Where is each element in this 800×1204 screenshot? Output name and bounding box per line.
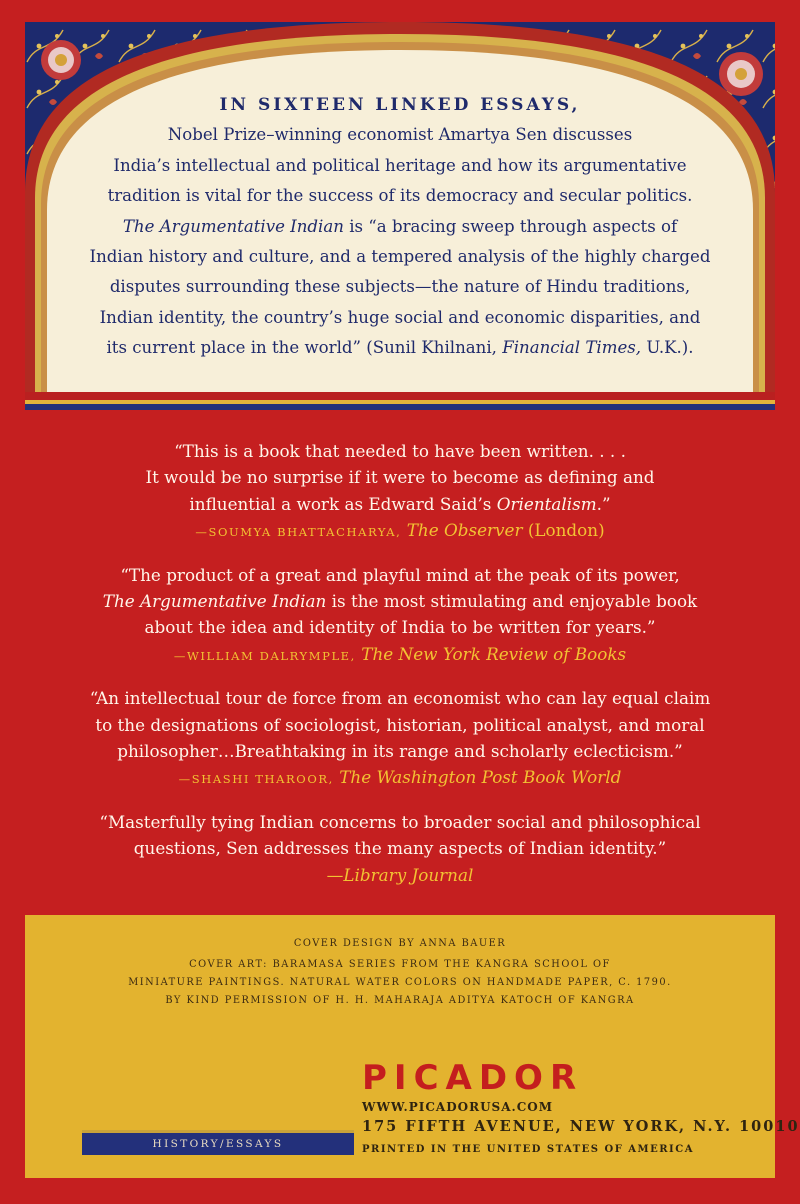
synopsis-line: Nobel Prize–winning economist Amartya Sen discusses xyxy=(167,125,633,145)
cover-art-credit: BY KIND PERMISSION OF H. H. MAHARAJA ADITYA KATOCH OF KANGRA xyxy=(165,995,635,1006)
quote-attribution: —SOUMYA BHATTACHARYA, The Observer (London) xyxy=(195,520,605,541)
cover-art-credit: MINIATURE PAINTINGS. NATURAL WATER COLORS ON HANDMADE PAPER, C. 1790. xyxy=(128,977,672,988)
quote-attribution: —Library Journal xyxy=(326,864,474,885)
publisher-logo: PICADOR xyxy=(362,1058,584,1098)
review-quote: “The product of a great and playful mind at the peak of its power, The Argumentative Indian is the most stimulating and enjoyable book about the idea and identity of India to be written for years.” —WILLIAM DALRYMPLE, The New York Review of Books xyxy=(40,562,760,670)
synopsis xyxy=(50,90,750,364)
synopsis-line: tradition is vital for the success of its democracy and secular politics. xyxy=(107,186,693,206)
publisher-url: WWW.PICADORUSA.COM xyxy=(362,1100,553,1114)
printed-in: PRINTED IN THE UNITED STATES OF AMERICA xyxy=(362,1144,694,1155)
synopsis-heading: IN SIXTEEN LINKED ESSAYS, xyxy=(219,95,581,115)
category-label: HISTORY/ESSAYS xyxy=(152,1138,284,1150)
synopsis-line: The Argumentative Indian is “a bracing sweep through aspects of xyxy=(122,216,678,236)
synopsis-line: India’s intellectual and political heritage and how its argumentative xyxy=(113,155,687,175)
review-quotes xyxy=(40,438,760,904)
cover-credits xyxy=(25,935,775,1010)
synopsis-line: Indian identity, the country’s huge social and economic disparities, and xyxy=(99,307,701,327)
cover-art-credit: COVER ART: BARAMASA SERIES FROM THE KANGRA SCHOOL OF xyxy=(189,959,611,970)
review-quote: “Masterfully tying Indian concerns to broader social and philosophical questions, Sen addresses the many aspects of Indian identity.” —Library Journal xyxy=(40,809,760,888)
review-quote: “An intellectual tour de force from an economist who can lay equal claim to the designations of sociologist, historian, political analyst, and moral philosopher…Breathtaking in its range and scholarly eclecticism.” —SHASHI THAROOR, The Washington Post Book World xyxy=(40,685,760,793)
book-title: The Argumentative Indian xyxy=(122,216,344,236)
publication-name: Financial Times, xyxy=(502,338,642,358)
synopsis-line: Indian history and culture, and a tempered analysis of the highly charged xyxy=(89,247,711,267)
quote-attribution: —WILLIAM DALRYMPLE, The New York Review of Books xyxy=(173,643,627,664)
divider-band-blue xyxy=(25,404,775,410)
review-quote: “This is a book that needed to have been written. . . . It would be no surprise if it were to become as defining and influential a work as Edward Said’s Orientalism.” —SOUMYA BHATTACHARYA, The Observer (London) xyxy=(40,438,760,546)
cover-design-credit: COVER DESIGN BY ANNA BAUER xyxy=(293,938,507,949)
synopsis-line: disputes surrounding these subjects—the nature of Hindu traditions, xyxy=(109,277,691,297)
publisher-address: 175 FIFTH AVENUE, NEW YORK, N.Y. 10010 xyxy=(362,1118,800,1135)
divider-band-red xyxy=(25,392,775,400)
left-rosette xyxy=(41,40,81,80)
synopsis-line: its current place in the world” (Sunil Khilnani, Financial Times, U.K.). xyxy=(106,338,694,358)
category-bar xyxy=(82,1130,354,1155)
quote-attribution: —SHASHI THAROOR, The Washington Post Book World xyxy=(178,767,622,788)
